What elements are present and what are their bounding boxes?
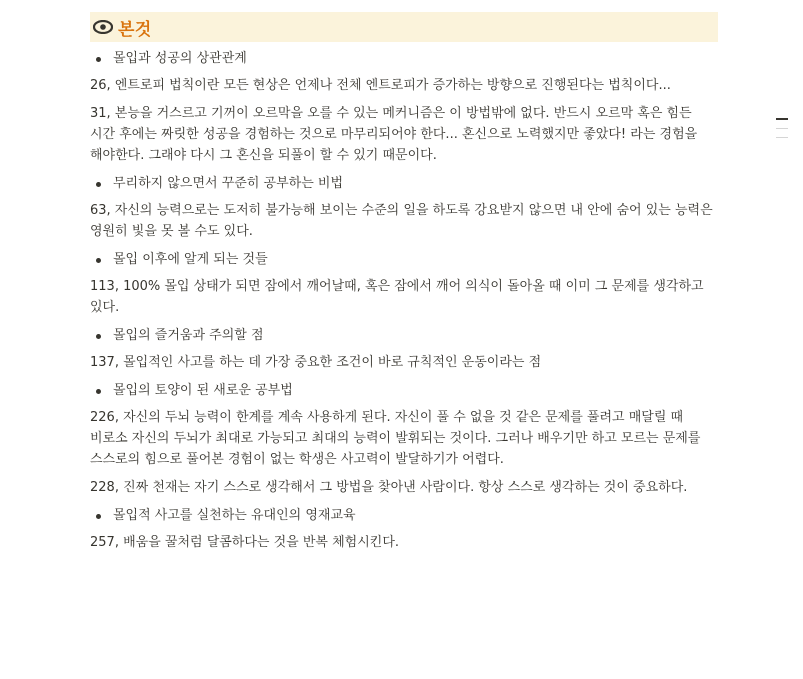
bullet-text: 몰입적 사고를 실천하는 유대인의 영재교육 [113, 508, 356, 523]
bullet-text: 몰입과 성공의 상관관계 [113, 51, 247, 66]
bullet-text: 몰입의 토양이 된 새로운 공부법 [113, 383, 293, 398]
bullet-item [90, 48, 718, 70]
article-content [90, 12, 718, 560]
quote-paragraph: 63, 자신의 능력으로는 도저히 불가능해 보이는 수준의 일을 하도록 강요받지 않으면 내 안에 숨어 있는 능력은 영원히 빛을 못 볼 수도 있다. [90, 203, 713, 239]
quote-paragraph: 31, 본능을 거스르고 기꺼이 오르막을 오를 수 있는 메커니즘은 이 방법밖에 없다. 반드시 오르막 혹은 힘든 시간 후에는 짜릿한 성공을 경험하는 것으로 마무리되어야 한다... 혼신으로 노력했지만 좋았다! 라는 경험을 해야한다. 그래야 다시 그 혼신을 되풀이 할 수 있기 때문이다. [90, 106, 698, 163]
quote-paragraph: 228, 진짜 천재는 자기 스스로 생각해서 그 방법을 찾아낸 사람이다. 항상 스스로 생각하는 것이 중요하다. [90, 480, 688, 495]
bullet-text: 무리하지 않으면서 꾸준히 공부하는 비법 [113, 176, 344, 191]
bullet-item [90, 249, 718, 271]
bullet-dot-icon [96, 258, 101, 263]
table-of-contents-indicator[interactable] [776, 118, 788, 146]
bullet-dot-icon [96, 334, 101, 339]
eye-icon [92, 19, 114, 35]
bullet-dot-icon [96, 514, 101, 519]
bullet-item [90, 325, 718, 347]
bullet-item [90, 380, 718, 402]
section-title: 본것 [118, 19, 152, 40]
quote-paragraph: 137, 몰입적인 사고를 하는 데 가장 중요한 조건이 바로 규칙적인 운동이라는 점 [90, 355, 542, 370]
bullet-dot-icon [96, 182, 101, 187]
bullet-dot-icon [96, 389, 101, 394]
bullet-item [90, 505, 718, 527]
bullet-item [90, 173, 718, 195]
quote-paragraph: 26, 엔트로피 법칙이란 모든 현상은 언제나 전체 엔트로피가 증가하는 방향으로 진행된다는 법칙이다... [90, 78, 671, 93]
bullet-text: 몰입 이후에 알게 되는 것들 [113, 252, 268, 267]
toc-line-active[interactable] [776, 118, 788, 120]
quote-paragraph: 257, 배움을 꿀처럼 달콤하다는 것을 반복 체험시킨다. [90, 535, 400, 550]
quote-paragraph: 113, 100% 몰입 상태가 되면 잠에서 깨어날때, 혹은 잠에서 깨어 의식이 돌아올 때 이미 그 문제를 생각하고 있다. [90, 279, 704, 315]
toc-line[interactable] [776, 137, 788, 138]
section-header [90, 12, 718, 42]
content-blocks [90, 48, 718, 553]
toc-line[interactable] [776, 128, 788, 129]
bullet-text: 몰입의 즐거움과 주의할 점 [113, 328, 264, 343]
bullet-dot-icon [96, 57, 101, 62]
quote-paragraph: 226, 자신의 두뇌 능력이 한계를 계속 사용하게 된다. 자신이 풀 수 없을 것 같은 문제를 풀려고 매달릴 때 비로소 자신의 두뇌가 최대로 가능되고 최대의 능력이 발휘되는 것이다. 그러나 배우기만 하고 모르는 문제를 스스로의 힘으로 풀어본 경험이 없는 학생은 사고력이 발달하기가 어렵다. [90, 410, 701, 467]
